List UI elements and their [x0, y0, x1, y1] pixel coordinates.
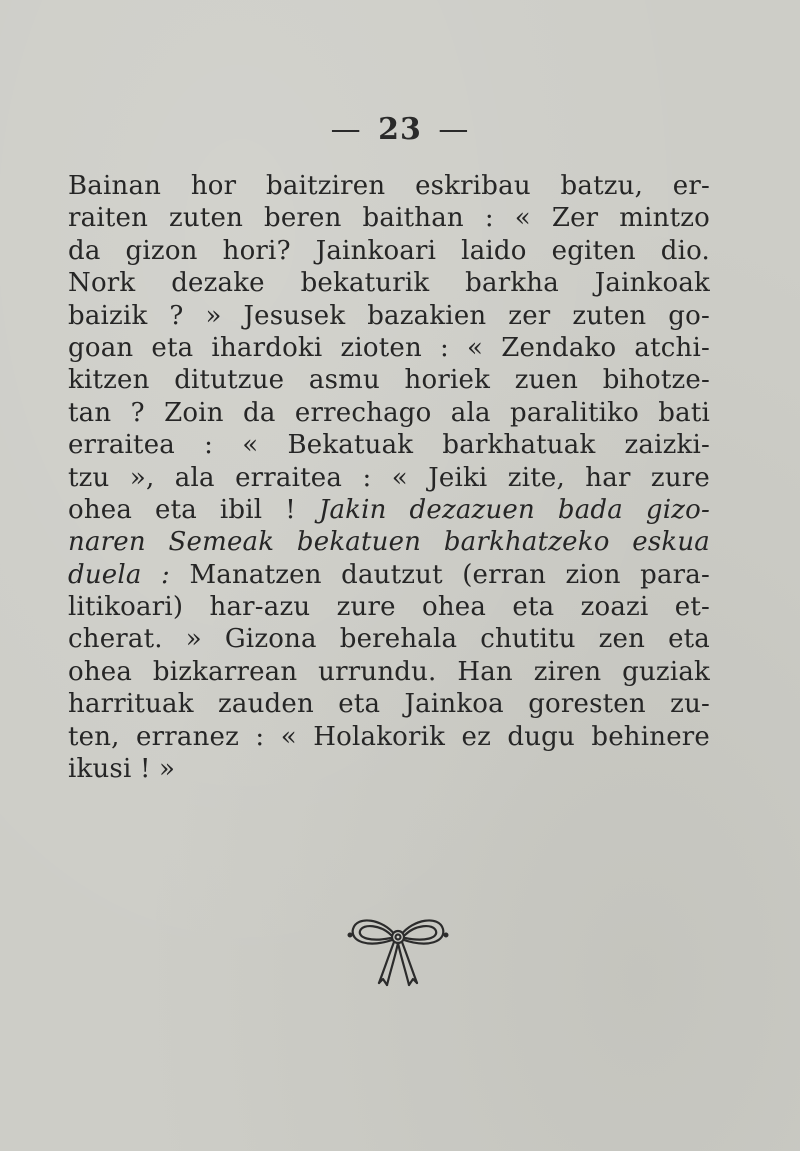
- text-segment: ohea bizkarrean urrundu. Han ziren guziak: [68, 656, 710, 687]
- page-number-dash-left: —: [330, 112, 362, 147]
- text-segment: litikoari) har-azu zure ohea eta zoazi et-: [68, 592, 710, 623]
- text-line: [68, 753, 710, 785]
- text-segment: Bainan hor baitziren eskribau batzu, er-: [68, 171, 710, 201]
- text-line: [68, 397, 710, 429]
- text-segment: Nork dezake bekaturik barkha Jainkoak: [68, 268, 710, 299]
- body-paragraph: [68, 170, 710, 785]
- text-line: [68, 591, 710, 623]
- text-line: [68, 559, 710, 591]
- text-line: [68, 429, 710, 461]
- text-segment: harrituak zauden eta Jainkoa goresten zu-: [68, 689, 710, 720]
- italic-text-segment: duela :: [68, 559, 170, 590]
- text-line: [68, 688, 710, 720]
- text-segment: ikusi ! »: [68, 754, 176, 785]
- text-line: [68, 235, 710, 267]
- text-line: [68, 267, 710, 299]
- text-segment: ohea eta ibil !: [68, 494, 319, 525]
- text-segment: baizik ? » Jesusek bazakien zer zuten go-: [68, 300, 710, 331]
- text-segment: ten, erranez : « Holakorik ez dugu behinere: [68, 721, 710, 752]
- text-line: [68, 170, 710, 202]
- text-segment: da gizon hori? Jainkoari laido egiten dio.: [68, 235, 710, 266]
- page-number: [0, 112, 800, 147]
- text-segment: tzu », ala erraitea : « Jeiki zite, har zure: [68, 462, 710, 493]
- text-line: [68, 721, 710, 753]
- text-line: [68, 526, 710, 558]
- page-number-value: 23: [378, 112, 422, 147]
- text-segment: cherat. » Gizona berehala chutitu zen eta: [68, 624, 710, 655]
- text-line: [68, 300, 710, 332]
- text-segment: kitzen ditutzue asmu horiek zuen bihotze-: [68, 365, 710, 396]
- text-line: [68, 494, 710, 526]
- text-segment: goan eta ihardoki zioten : « Zendako atchi-: [68, 332, 710, 363]
- text-line: [68, 202, 710, 234]
- text-line: [68, 364, 710, 396]
- text-line: [68, 332, 710, 364]
- text-segment: tan ? Zoin da errechago ala paralitiko bati: [68, 397, 710, 428]
- text-line: [68, 623, 710, 655]
- page-number-dash-right: —: [438, 112, 470, 147]
- text-segment: erraitea : « Bekatuak barkhatuak zaizki-: [68, 430, 710, 461]
- text-segment: Manatzen dautzut (erran zion para-: [170, 559, 710, 590]
- bow-ribbon-icon: [345, 905, 450, 990]
- text-line: [68, 656, 710, 688]
- italic-text-segment: Jakin dezazuen bada gizo-: [318, 494, 710, 525]
- italic-text-segment: naren Semeak bekatuen barkhatzeko eskua: [68, 527, 710, 558]
- text-segment: raiten zuten beren baithan : « Zer mintzo: [68, 203, 710, 234]
- text-line: [68, 462, 710, 494]
